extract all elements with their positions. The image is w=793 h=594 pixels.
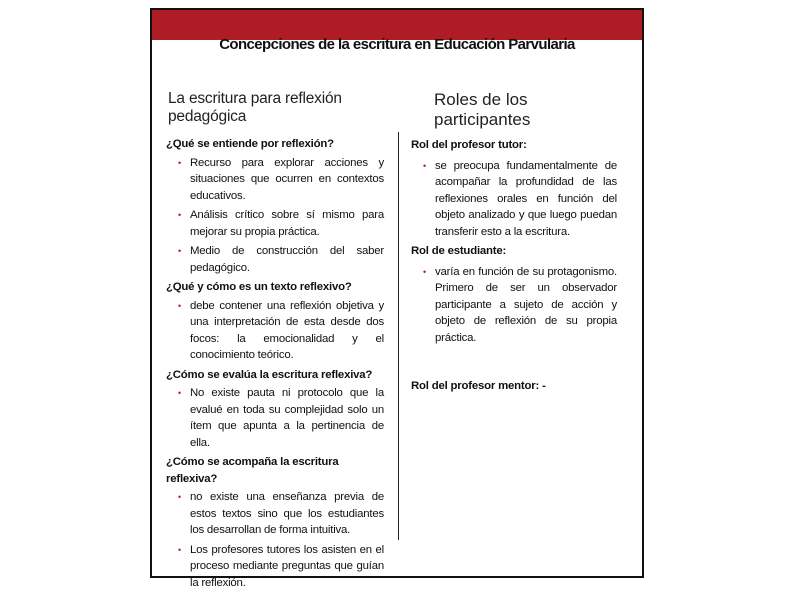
slide [150,8,644,589]
list-item-text: no existe una enseñanza previa de estos textos sino que los estudiantes los desarrollan de forma intuitiva. [190,491,384,536]
left-column [166,136,384,594]
list-item [166,385,384,451]
bullet-list [166,155,384,277]
bullet-icon: • [423,266,426,277]
list-item-text: No existe pauta ni protocolo que la evalué en toda su complejidad solo un ítem que apunta a la pertinencia de ella. [190,387,384,449]
role-heading-student: Rol de estudiante: [411,245,507,257]
right-column [411,137,617,395]
list-item-text: Análisis crítico sobre sí mismo para mejorar su propia práctica. [190,209,384,238]
bullet-list [166,298,384,364]
question-heading: ¿Cómo se acompaña la escritura reflexiva? [166,456,339,485]
list-item [166,298,384,364]
column-divider [398,132,399,540]
bullet-icon: • [423,160,426,171]
right-column-heading: Roles de los participantes [434,90,531,129]
bullet-icon: • [178,246,181,256]
list-item-text: se preocupa fundamentalmente de acompañar la profundidad de las reflexiones orales en función del objeto analizado y que luego puedan transferir esto a la escritura. [435,159,617,238]
list-item [166,243,384,276]
bullet-icon: • [178,544,181,555]
bullet-list [411,158,617,241]
bullet-icon: • [178,210,181,220]
role-heading-mentor: Rol del profesor mentor: - [411,380,546,392]
list-item [411,264,617,347]
list-item [411,158,617,241]
bullet-icon: • [178,388,181,398]
question-heading: ¿Qué se entiende por reflexión? [166,138,334,150]
bullet-list [166,385,384,451]
list-item [166,542,384,592]
bullet-list [166,489,384,591]
role-heading-tutor: Rol del profesor tutor: [411,139,527,151]
list-item [166,207,384,240]
slide-title: Concepciones de la escritura en Educación Parvularia [219,36,575,53]
question-heading: ¿Cómo se evalúa la escritura reflexiva? [166,368,373,381]
bullet-icon: • [178,157,181,168]
left-column-heading: La escritura para reflexión pedagógica [168,90,342,125]
list-item [166,489,384,539]
bullet-icon: • [178,492,181,502]
list-item-text: varía en función de su protagonismo. Primero de ser un observador participante a sujeto de acción y objeto de reflexión de su propia práctica. [435,265,617,344]
list-item-text: Recurso para explorar acciones y situaciones que ocurren en contextos educativos. [190,156,384,202]
bullet-list [411,264,617,347]
bullet-icon: • [178,300,181,311]
list-item-text: Medio de construcción del saber pedagógico. [190,245,384,274]
list-item-text: Los profesores tutores los asisten en el proceso mediante preguntas que guían la reflexión. [190,543,384,589]
list-item-text: debe contener una reflexión objetiva y una interpretación de esta desde dos focos: la emocionalidad y el conocimiento teórico. [190,299,384,361]
question-heading: ¿Qué y cómo es un texto reflexivo? [166,281,352,293]
list-item [166,155,384,205]
